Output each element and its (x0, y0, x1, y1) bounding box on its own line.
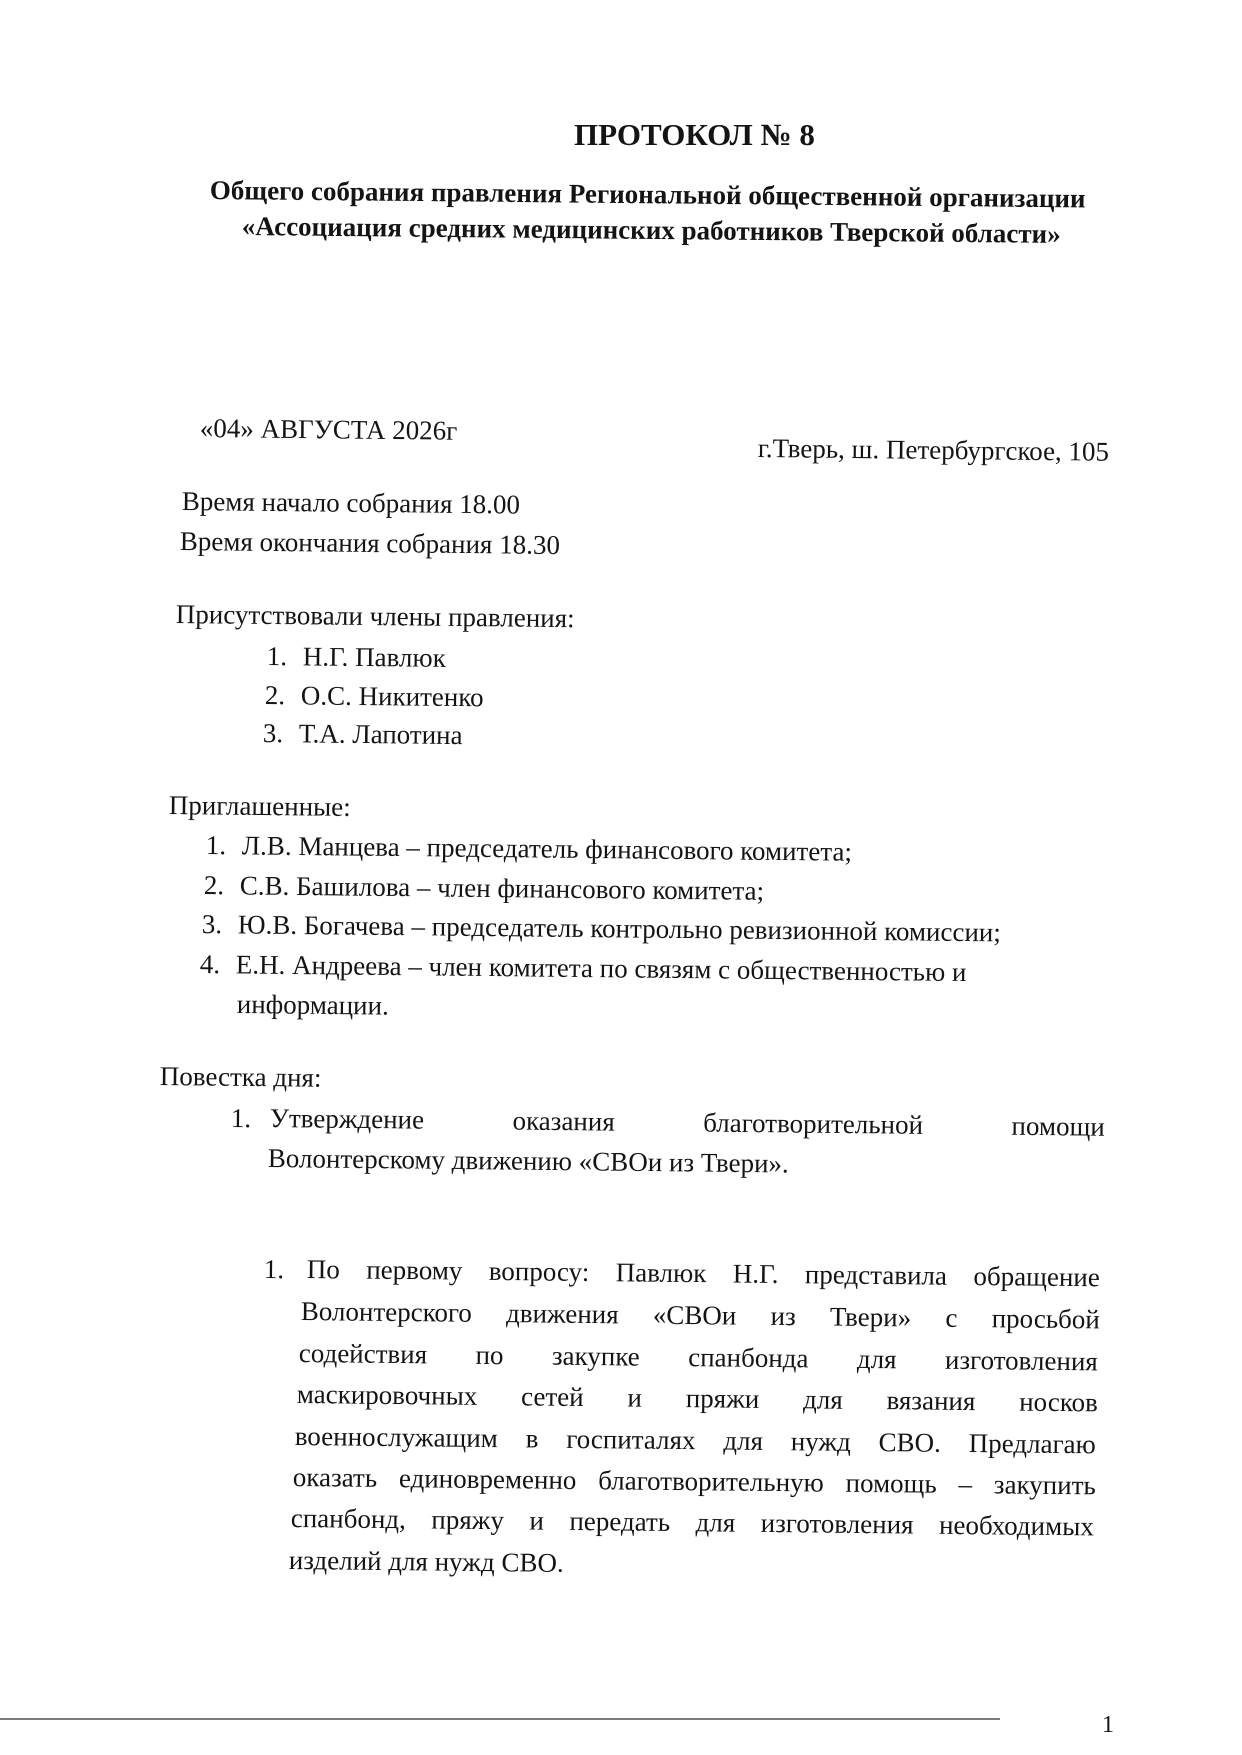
invited-item (200, 949, 967, 988)
list-number: 1. (205, 830, 227, 861)
document-title: ПРОТОКОЛ № 8 (574, 117, 815, 152)
discussion-line: спанбонд, пряжу и передать для изготовления необходимых (290, 1503, 1094, 1542)
present-item (267, 641, 446, 674)
present-name: Т.А. Лапотина (298, 718, 463, 751)
discussion-line: оказать единовременно благотворительную помощь – закупить (292, 1462, 1096, 1501)
list-number: 1. (230, 1103, 252, 1134)
invited-item (204, 870, 765, 907)
invited-text: Л.В. Манцева – председатель финансового комитета; (241, 830, 853, 867)
invited-item-continuation: информации. (236, 989, 389, 1021)
list-number: 2. (203, 870, 225, 901)
discussion-line: военнослужащим в госпиталях для нужд СВО. Предлагаю (294, 1421, 1096, 1460)
discussion-line: содействия по закупке спанбонда для изготовления (298, 1338, 1098, 1377)
invited-header: Приглашенные: (168, 790, 351, 822)
invited-item (206, 830, 852, 868)
present-item (265, 680, 484, 713)
start-time: Время начало собрания 18.00 (181, 486, 521, 520)
meeting-date: «04» АВГУСТА 2026г (199, 413, 458, 446)
list-number: 3. (201, 909, 223, 940)
page-number: 1 (1102, 1712, 1114, 1738)
agenda-item-line2: Волонтерскому движению «СВОи из Твери». (267, 1143, 789, 1179)
meeting-place: г.Тверь, ш. Петербургское, 105 (757, 433, 1110, 467)
agenda-header: Повестка дня: (159, 1061, 322, 1093)
page-footer-rule (0, 1718, 1000, 1720)
invited-text: С.В. Башилова – член финансового комитета; (239, 870, 765, 906)
document-subtitle-line2: «Ассоциация средних медицинских работников Тверской области» (241, 211, 1061, 249)
present-name: Н.Г. Павлюк (302, 641, 446, 673)
present-name: О.С. Никитенко (300, 680, 484, 713)
list-number: 3. (262, 718, 284, 749)
discussion-line: изделий для нужд СВО. (288, 1545, 564, 1578)
invited-item (202, 909, 1001, 948)
invited-text: Ю.В. Богачева – председатель контрольно ревизионной комиссии; (237, 909, 1001, 948)
present-item (263, 718, 463, 751)
end-time: Время окончания собрания 18.30 (179, 526, 561, 560)
document-subtitle-line1: Общего собрания правления Региональной общественной организации (209, 175, 1086, 214)
list-number: 4. (199, 949, 221, 980)
discussion-line: маскировочных сетей и пряжи для вязания носков (296, 1379, 1098, 1418)
invited-text: Е.Н. Андреева – член комитета по связям с общественностью и (235, 949, 967, 988)
discussion-line: По первому вопросу: Павлюк Н.Г. представила обращение (306, 1254, 1100, 1293)
discussion-number: 1. (263, 1254, 285, 1285)
list-number: 2. (264, 680, 286, 711)
list-number: 1. (266, 641, 288, 672)
present-header: Присутствовали члены правления: (175, 599, 575, 634)
discussion-line: Волонтерского движения «СВОи из Твери» с просьбой (300, 1296, 1100, 1335)
agenda-item-line1: Утверждение оказания благотворительной помощи (269, 1103, 1105, 1142)
